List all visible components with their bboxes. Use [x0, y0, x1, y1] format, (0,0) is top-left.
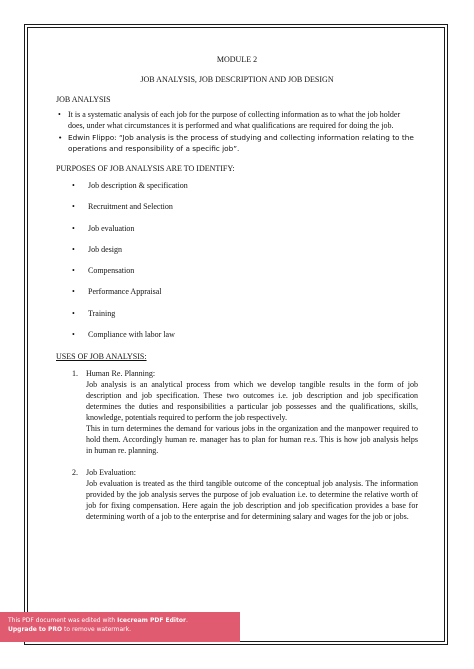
- list-item: • Job evaluation: [72, 223, 135, 233]
- uses-list: [56, 368, 418, 522]
- list-item: • Job design: [72, 244, 122, 254]
- list-item: • Training: [72, 308, 116, 318]
- module-title: MODULE 2: [216, 55, 258, 64]
- item-number: 1.: [72, 369, 78, 379]
- bullet-icon: •: [72, 181, 75, 190]
- item-paragraph: Job evaluation is treated as the third tangible outcome of the conceptual job analysis. The information provided by the job analysis serves the purpose of job evaluation i.e. to determine the relative worth of job for fixing compensation. Here again the job description and job specification provides a base for determining worth of a job to the enterprise and for determining salary and wages for the job or jobs.: [86, 479, 418, 522]
- item-title: Human Re. Planning:: [86, 369, 156, 379]
- upgrade-link[interactable]: Upgrade to PRO: [8, 626, 63, 633]
- list-item: [56, 467, 418, 522]
- bullet-icon: •: [72, 244, 75, 254]
- list-item: • It is a systematic analysis of each job for the purpose of collecting information as to what the job holder does, under what circumstances it is performed and what qualifications are required for doing the job.: [58, 110, 401, 130]
- item-number: 2.: [72, 468, 78, 478]
- list-item: [56, 368, 418, 456]
- bullet-icon: •: [72, 202, 75, 212]
- list-spacer: [56, 456, 418, 467]
- bullet-icon: •: [72, 308, 75, 318]
- list-item: • Compensation: [72, 266, 135, 276]
- watermark-banner[interactable]: [0, 612, 240, 642]
- list-item: • Performance Appraisal: [72, 287, 162, 297]
- section-heading-purposes: PURPOSES OF JOB ANALYSIS ARE TO IDENTIFY:: [56, 164, 235, 173]
- definition-list: [56, 109, 418, 154]
- brand-name: Icecream PDF Editor: [117, 617, 186, 624]
- bullet-icon: •: [58, 110, 61, 119]
- section-heading-job-analysis: JOB ANALYSIS: [56, 95, 111, 104]
- purposes-list: [56, 180, 418, 342]
- document-subtitle: JOB ANALYSIS, JOB DESCRIPTION AND JOB DESIGN: [140, 75, 334, 84]
- item-title: Job Evaluation:: [86, 468, 136, 478]
- list-item: • Edwin Flippo: “Job analysis is the process of studying and collecting information relating to the operations and responsibility of a specific job”.: [58, 133, 414, 153]
- list-item: • Job description & specification: [72, 181, 188, 190]
- document-content: [56, 50, 418, 522]
- bullet-icon: •: [72, 287, 75, 297]
- bullet-icon: •: [58, 133, 63, 142]
- bullet-icon: •: [72, 266, 75, 276]
- item-paragraph: Job analysis is an analytical process from which we develop tangible results in the form of job description and job specification. These two outcomes i.e. job description and job specification determines the duties and responsibilities a particular job possesses and the qualifications, skills, knowledge, potentials required to perform the job respectively.: [86, 380, 418, 423]
- bullet-icon: •: [72, 330, 75, 340]
- section-heading-uses: USES OF JOB ANALYSIS:: [56, 352, 147, 362]
- list-item: • Compliance with labor law: [72, 330, 175, 340]
- list-item: • Recruitment and Selection: [72, 202, 173, 212]
- item-paragraph: This in turn determines the demand for various jobs in the organization and the manpower required to hold them. Accordingly human re. manager has to plan for human re.s. This is how job analysis helps in human re. planning.: [86, 424, 418, 456]
- bullet-icon: •: [72, 223, 75, 233]
- watermark-line-1: This PDF document was edited with Icecream PDF Editor.: [8, 617, 188, 624]
- watermark-line-2: Upgrade to PRO to remove watermark.: [8, 626, 132, 633]
